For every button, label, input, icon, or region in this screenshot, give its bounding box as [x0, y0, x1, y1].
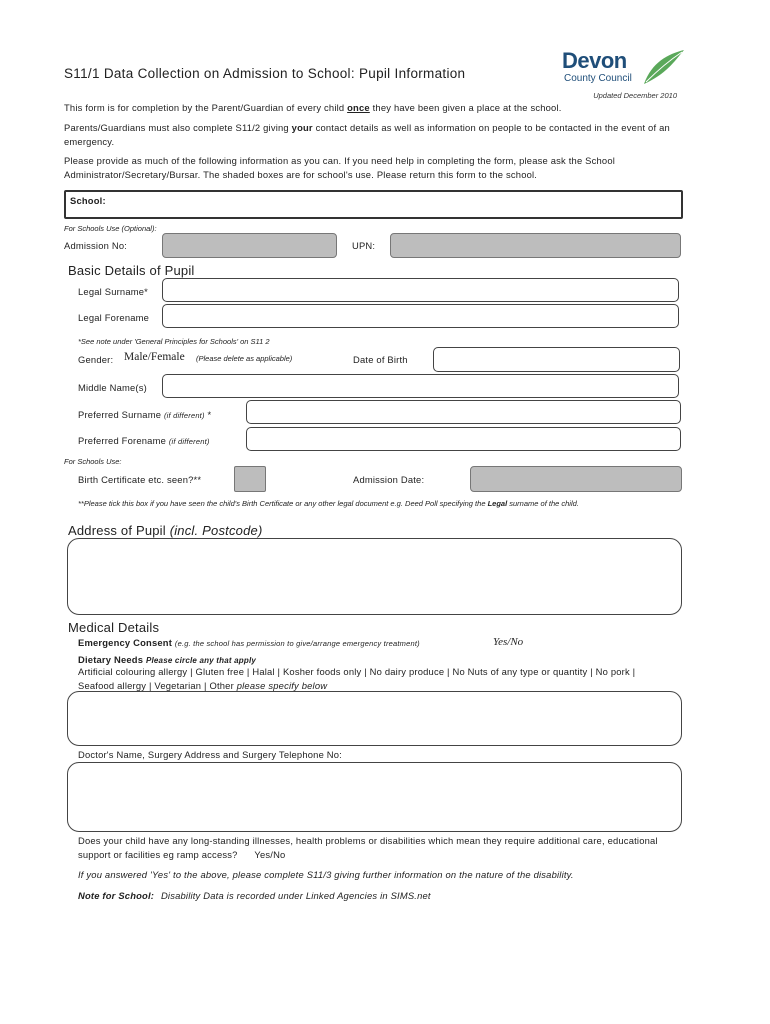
preferred-surname-label — [78, 409, 211, 420]
longstanding-question — [78, 834, 678, 862]
school-label: School: — [70, 195, 106, 206]
dietary-details-field[interactable] — [67, 691, 682, 746]
dob-field[interactable] — [433, 347, 680, 372]
emergency-consent-label: Emergency Consent — [78, 637, 173, 648]
emergency-consent-row — [78, 637, 420, 648]
address-heading — [68, 523, 262, 538]
address-field[interactable] — [67, 538, 682, 615]
intro-paragraph-2 — [64, 121, 684, 149]
doctor-label: Doctor's Name, Surgery Address and Surgery Telephone No: — [78, 749, 342, 760]
devon-logo — [558, 48, 686, 92]
gender-note: (Please delete as applicable) — [196, 354, 293, 363]
gender-label: Gender: — [78, 354, 114, 365]
if-different-note: (if different) — [163, 411, 205, 420]
upn-label: UPN: — [352, 240, 376, 251]
intro-text: Parents/Guardians must also complete S11/2 giving — [64, 122, 292, 133]
preferred-surname-text: Preferred Surname — [78, 409, 162, 420]
form-title: S11/1 Data Collection on Admission to School: Pupil Information — [64, 66, 466, 81]
emergency-consent-note: (e.g. the school has permission to give/arrange emergency treatment) — [174, 639, 420, 648]
middle-names-field[interactable] — [162, 374, 679, 398]
logo-sub-text: County Council — [564, 73, 632, 84]
intro-text: This form is for completion by the Parent/Guardian of every child — [64, 102, 348, 113]
preferred-forename-field[interactable] — [246, 427, 681, 451]
leaf-icon — [638, 48, 686, 88]
admission-no-field[interactable] — [162, 233, 337, 258]
middle-names-label: Middle Name(s) — [78, 382, 147, 393]
schools-use-optional-label: For Schools Use (Optional): — [64, 224, 157, 233]
school-field[interactable] — [64, 190, 683, 219]
address-heading-text: Address of Pupil — [68, 523, 170, 538]
note-for-school — [78, 890, 431, 901]
emphasis-your: your — [291, 122, 313, 133]
preferred-forename-label — [78, 435, 210, 446]
longstanding-yesno[interactable]: Yes/No — [254, 849, 286, 860]
admission-date-field[interactable] — [470, 466, 682, 492]
gender-value[interactable]: Male/Female — [124, 351, 185, 363]
dietary-specify: please specify below — [236, 680, 328, 691]
emphasis-once: once — [347, 102, 370, 113]
admission-no-label: Admission No: — [64, 240, 128, 251]
basic-details-heading: Basic Details of Pupil — [68, 263, 195, 278]
preferred-surname-field[interactable] — [246, 400, 681, 424]
tick-note-legal: Legal — [487, 499, 508, 508]
dob-label: Date of Birth — [353, 354, 408, 365]
longstanding-text: Does your child have any long-standing illnesses, health problems or disabilities which mean they require additional care, educational support or facilities eg ramp access? — [78, 835, 658, 860]
intro-text: contact details as well as information on people to be contacted in the event of an emergency. — [64, 122, 670, 147]
birth-cert-label: Birth Certificate etc. seen?** — [78, 474, 202, 485]
dietary-needs-row — [78, 654, 256, 665]
preferred-forename-text: Preferred Forename — [78, 435, 167, 446]
medical-heading: Medical Details — [68, 620, 160, 635]
tick-note-text: **Please tick this box if you have seen the child's Birth Certificate or any other legal document e.g. Deed Poll specifying the — [78, 499, 488, 508]
dietary-needs-note: Please circle any that apply — [145, 656, 257, 665]
surname-note: *See note under 'General Principles for Schools' on S11 2 — [78, 337, 270, 346]
birth-cert-checkbox[interactable] — [234, 466, 266, 492]
dietary-options-text: Artificial colouring allergy | Gluten free | Halal | Kosher foods only | No dairy produce | No Nuts of any type or quantity | No pork | Seafood allergy | Vegetarian | Other — [78, 666, 636, 691]
admission-date-label: Admission Date: — [353, 474, 425, 485]
legal-forename-field[interactable] — [162, 304, 679, 328]
note-for-school-label: Note for School: — [78, 890, 155, 901]
intro-text: they have been given a place at the school. — [369, 102, 562, 113]
dietary-needs-label: Dietary Needs — [78, 654, 144, 665]
legal-surname-label: Legal Surname* — [78, 286, 149, 297]
tick-note — [78, 498, 678, 509]
legal-forename-label: Legal Forename — [78, 312, 150, 323]
tick-note-text: surname of the child. — [507, 499, 579, 508]
intro-paragraph-1 — [64, 101, 684, 115]
intro-paragraph-3: Please provide as much of the following information as you can. If you need help in completing the form, please ask the School Administrator/Secretary/Bursar. The shaded boxes are for school's use. Please return this form to the school. — [64, 155, 616, 180]
asterisk: * — [207, 409, 212, 420]
upn-field[interactable] — [390, 233, 681, 258]
logo-main-text: Devon — [562, 48, 627, 73]
emergency-consent-yesno[interactable]: Yes/No — [493, 636, 524, 648]
dietary-options[interactable] — [78, 665, 658, 693]
legal-surname-field[interactable] — [162, 278, 679, 302]
doctor-field[interactable] — [67, 762, 682, 832]
if-different-note: (if different) — [168, 437, 210, 446]
for-schools-use-label: For Schools Use: — [64, 457, 122, 466]
if-yes-instruction: If you answered 'Yes' to the above, please complete S11/3 giving further information on the nature of the disability. — [78, 869, 574, 880]
address-heading-note: (incl. Postcode) — [169, 523, 263, 538]
updated-date: Updated December 2010 — [593, 91, 677, 100]
note-for-school-text: Disability Data is recorded under Linked Agencies in SIMS.net — [160, 890, 431, 901]
